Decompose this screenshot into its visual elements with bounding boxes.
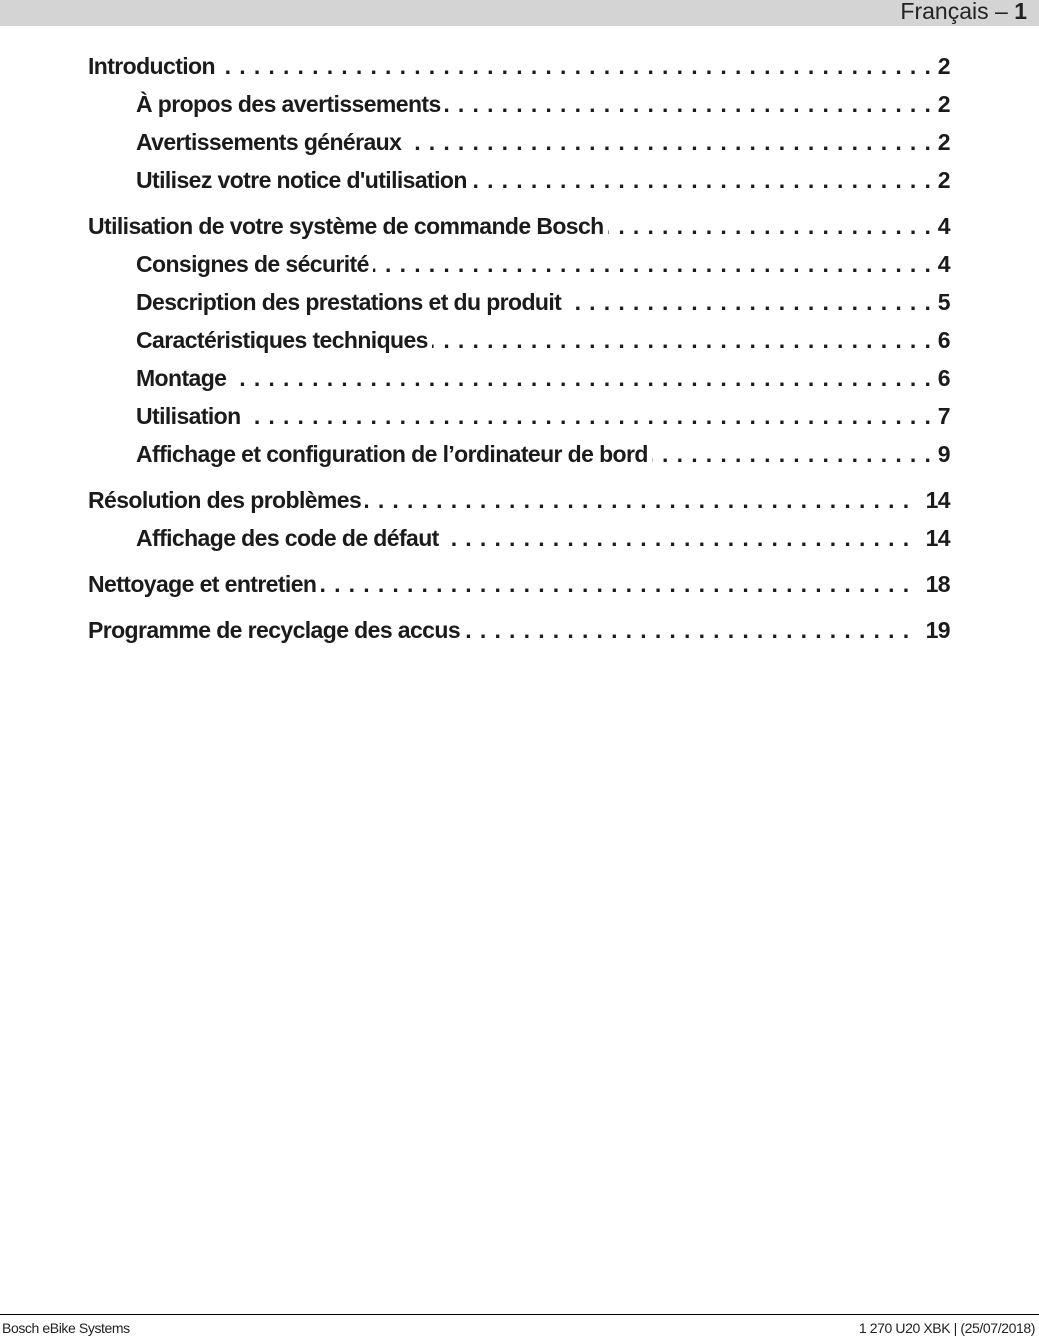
toc-entry-label: Introduction bbox=[88, 52, 215, 79]
toc-entry-label: Description des prestations et du produit bbox=[136, 288, 562, 315]
toc-entry-caracteristiques-techniques[interactable] bbox=[88, 321, 950, 359]
toc-dot-leader bbox=[464, 611, 910, 649]
toc-entry-a-propos-des-avertissements[interactable] bbox=[88, 85, 950, 123]
toc-entry-label: Caractéristiques techniques bbox=[136, 326, 428, 353]
toc-entry-montage[interactable] bbox=[88, 359, 950, 397]
toc-entry-page: 5 bbox=[937, 288, 950, 315]
toc-dot-leader bbox=[445, 85, 932, 123]
toc-entry-page: 14 bbox=[925, 486, 950, 513]
toc-dot-leader bbox=[245, 397, 932, 435]
toc-entry-label: Utilisation de votre système de commande Bosch bbox=[88, 212, 604, 239]
toc-entry-page: 2 bbox=[937, 52, 950, 79]
toc-dot-leader bbox=[320, 565, 910, 603]
toc-entry-label: Nettoyage et entretien bbox=[88, 570, 317, 597]
toc-dot-leader bbox=[373, 245, 932, 283]
header-separator: – bbox=[995, 0, 1008, 24]
toc-entry-page: 2 bbox=[937, 128, 950, 155]
toc-entry-page: 2 bbox=[937, 90, 950, 117]
toc-entry-page: 9 bbox=[937, 440, 950, 467]
toc-entry-resolution-des-problemes[interactable] bbox=[88, 481, 950, 519]
toc-entry-label: Affichage des code de défaut bbox=[136, 524, 439, 551]
toc-entry-label: Affichage et configuration de l’ordinateur de bord bbox=[136, 440, 648, 467]
footer-document-code: 1 270 U20 XBK | (25/07/2018) bbox=[858, 1320, 1035, 1336]
footer-publisher: Bosch eBike Systems bbox=[2, 1320, 130, 1336]
header-title bbox=[900, 0, 1027, 25]
table-of-contents bbox=[88, 47, 950, 649]
toc-entry-label: Utilisation bbox=[136, 402, 241, 429]
toc-entry-page: 4 bbox=[937, 212, 950, 239]
toc-entry-page: 4 bbox=[937, 250, 950, 277]
toc-entry-page: 2 bbox=[937, 166, 950, 193]
toc-entry-description-prestations-produit[interactable] bbox=[88, 283, 950, 321]
toc-dot-leader bbox=[230, 359, 931, 397]
toc-entry-page: 6 bbox=[937, 364, 950, 391]
toc-entry-label: Montage bbox=[136, 364, 227, 391]
toc-entry-consignes-de-securite[interactable] bbox=[88, 245, 950, 283]
toc-dot-leader bbox=[608, 207, 932, 245]
toc-entry-page: 7 bbox=[937, 402, 950, 429]
toc-dot-leader bbox=[471, 161, 932, 199]
header-page-number: 1 bbox=[1014, 0, 1027, 24]
toc-dot-leader bbox=[652, 435, 932, 473]
toc-entry-label: Résolution des problèmes bbox=[88, 486, 362, 513]
toc-entry-label: Avertissements généraux bbox=[136, 128, 402, 155]
toc-entry-label: Consignes de sécurité bbox=[136, 250, 369, 277]
toc-entry-page: 18 bbox=[925, 570, 950, 597]
toc-dot-leader bbox=[432, 321, 932, 359]
toc-dot-leader bbox=[365, 481, 910, 519]
toc-entry-avertissements-generaux[interactable] bbox=[88, 123, 950, 161]
toc-dot-leader bbox=[443, 519, 910, 557]
toc-dot-leader bbox=[405, 123, 931, 161]
header-section: Français bbox=[900, 0, 989, 24]
page-header bbox=[0, 0, 1039, 26]
toc-entry-utilisez-votre-notice[interactable] bbox=[88, 161, 950, 199]
toc-entry-utilisation-systeme-commande[interactable] bbox=[88, 207, 950, 245]
toc-entry-programme-recyclage-accus[interactable] bbox=[88, 611, 950, 649]
toc-entry-utilisation[interactable] bbox=[88, 397, 950, 435]
toc-entry-page: 6 bbox=[937, 326, 950, 353]
footer-divider bbox=[0, 1314, 1039, 1315]
toc-entry-affichage-configuration-ordinateur[interactable] bbox=[88, 435, 950, 473]
toc-entry-label: Programme de recyclage des accus bbox=[88, 616, 461, 643]
toc-dot-leader bbox=[219, 47, 932, 85]
toc-entry-affichage-code-defaut[interactable] bbox=[88, 519, 950, 557]
toc-entry-introduction[interactable] bbox=[88, 47, 950, 85]
toc-entry-page: 14 bbox=[925, 524, 950, 551]
toc-entry-page: 19 bbox=[925, 616, 950, 643]
toc-entry-label: À propos des avertissements bbox=[136, 90, 441, 117]
toc-dot-leader bbox=[565, 283, 932, 321]
toc-entry-nettoyage-entretien[interactable] bbox=[88, 565, 950, 603]
toc-entry-label: Utilisez votre notice d'utilisation bbox=[136, 166, 467, 193]
